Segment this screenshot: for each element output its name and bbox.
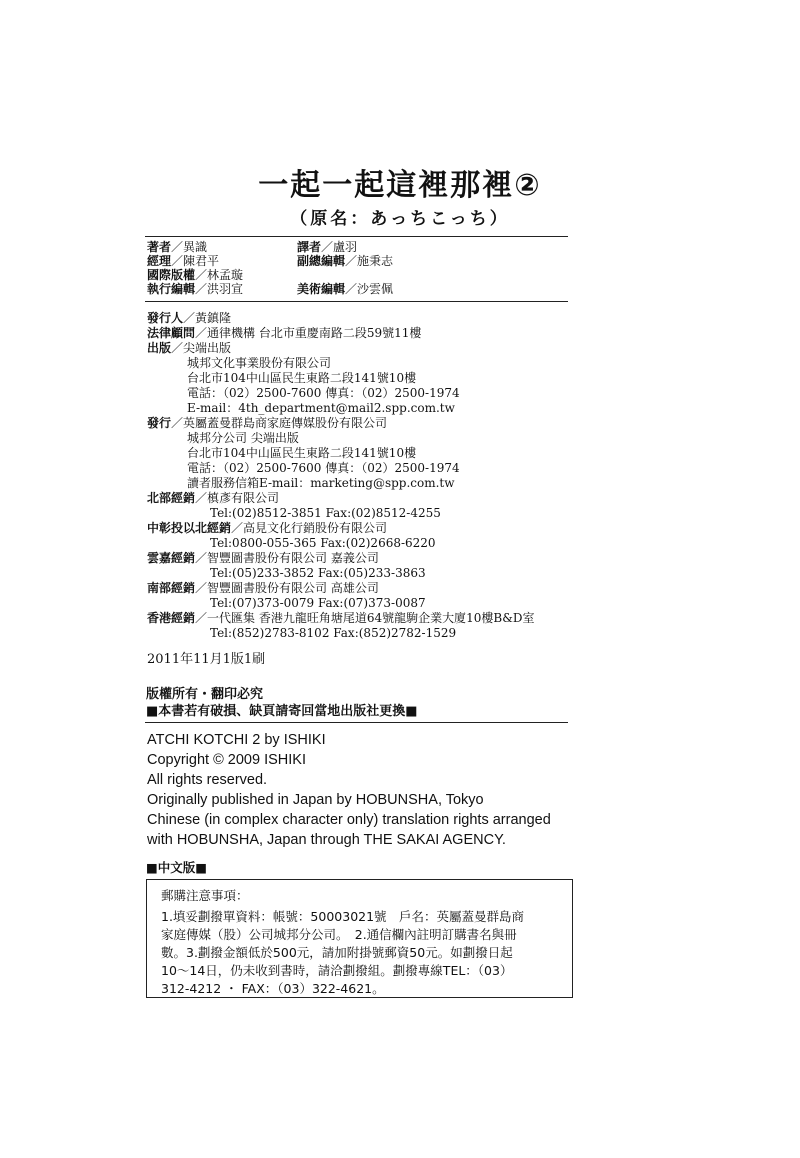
english-line-1: ATCHI KOTCHI 2 by ISHIKI (147, 732, 326, 748)
legal-counsel: 法律顧問／通律機構 台北市重慶南路二段59號11樓 (147, 326, 422, 340)
mail-order-line: 1.填妥劃撥單資料：帳號：50003021號 戶名：英屬蓋曼群島商 (161, 909, 525, 924)
mail-order-heading: 郵購注意事項： (161, 888, 249, 903)
north-contact: Tel:(02)8512-3851 Fax:(02)8512-4255 (210, 506, 441, 520)
print-date: 2011年11月1版1刷 (147, 652, 266, 667)
distributor-email: 讀者服務信箱E-mail：marketing@spp.com.tw (187, 476, 455, 490)
hongkong-distributor: 香港經銷／一代匯集 香港九龍旺角塘尾道64號龍駒企業大廈10樓B&D室 (147, 611, 535, 625)
credit-exec-editor: 執行編輯／洪羽宣 (147, 282, 244, 296)
north-distributor: 北部經銷／槙彥有限公司 (147, 491, 280, 505)
divider (145, 722, 568, 723)
english-line-4: Originally published in Japan by HOBUNSHA, Tokyo (147, 792, 484, 808)
publisher-phone: 電話：（02）2500-7600 傳真：（02）2500-1974 (187, 386, 460, 400)
central-contact: Tel:0800-055-365 Fax:(02)2668-6220 (210, 536, 436, 550)
chiayi-distributor: 雲嘉經銷／智豐圖書股份有限公司 嘉義公司 (147, 551, 379, 565)
chiayi-contact: Tel:(05)233-3852 Fax:(05)233-3863 (210, 566, 426, 580)
hongkong-contact: Tel:(852)2783-8102 Fax:(852)2782-1529 (210, 626, 457, 640)
mail-order-line: 數。3.劃撥金額低於500元，請加附掛號郵資50元。如劃撥日起 (161, 945, 513, 960)
credit-translator: 譯者／盧羽 (297, 240, 358, 254)
publisher-email: E-mail：4th_department@mail2.spp.com.tw (187, 401, 455, 415)
english-line-6: with HOBUNSHA, Japan through THE SAKAI AGENCY. (147, 832, 506, 848)
south-contact: Tel:(07)373-0079 Fax:(07)373-0087 (210, 596, 426, 610)
damage-notice: ■本書若有破損、缺頁請寄回當地出版社更換■ (146, 704, 418, 719)
south-distributor: 南部經銷／智豐圖書股份有限公司 高雄公司 (147, 581, 379, 595)
mail-order-line: 10～14日，仍未收到書時，請洽劃撥組。劃撥專線TEL：（03） (161, 963, 513, 978)
rights-notice: 版權所有・翻印必究 (146, 687, 264, 702)
english-line-3: All rights reserved. (147, 772, 268, 788)
publisher-company: 城邦文化事業股份有限公司 (187, 356, 332, 370)
edition-publisher: 出版／尖端出版 (147, 341, 232, 355)
publisher-address: 台北市104中山區民生東路二段141號10樓 (187, 371, 417, 385)
english-line-5: Chinese (in complex character only) translation rights arranged (147, 812, 551, 828)
distributor-address: 台北市104中山區民生東路二段141號10樓 (187, 446, 417, 460)
divider (145, 236, 568, 237)
distributor-phone: 電話：（02）2500-7600 傳真：（02）2500-1974 (187, 461, 460, 475)
credit-manager: 經理／陳君平 (147, 254, 220, 268)
mail-order-line: 312-4212 ・ FAX：（03）322-4621。 (161, 981, 385, 996)
mail-order-line: 家庭傳媒（股）公司城邦分公司。 2.通信欄內註明訂購書名與冊 (161, 927, 517, 942)
chinese-edition-label: ■中文版■ (146, 860, 208, 875)
credit-deputy-editor: 副總編輯／施秉志 (297, 254, 394, 268)
distributor: 發行／英屬蓋曼群島商家庭傳媒股份有限公司 (147, 416, 388, 430)
central-distributor: 中彰投以北經銷／高見文化行銷股份有限公司 (147, 521, 388, 535)
publisher: 發行人／黃鎮隆 (147, 311, 232, 325)
credit-art-editor: 美術編輯／沙雲佩 (297, 282, 394, 296)
mail-order-box (146, 879, 573, 998)
original-title: （原名：あっちこっち） (290, 209, 510, 229)
credit-author: 著者／異識 (147, 240, 208, 254)
credit-intl-rights: 國際版權／林孟璇 (147, 268, 244, 282)
divider (145, 301, 568, 302)
distributor-branch: 城邦分公司 尖端出版 (187, 431, 299, 445)
english-line-2: Copyright © 2009 ISHIKI (147, 752, 306, 768)
book-title: 一起一起這裡那裡② (258, 168, 542, 203)
